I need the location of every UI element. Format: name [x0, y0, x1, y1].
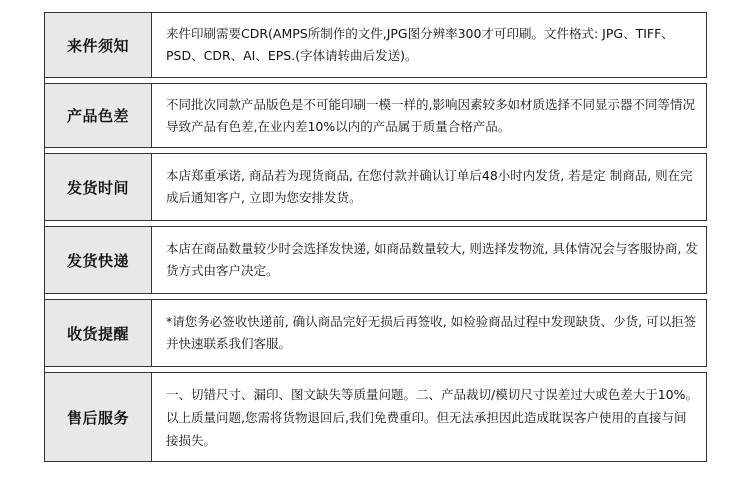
row-text: 来件印刷需要CDR(AMPS所制作的文件,JPG图分辨率300才可印刷。文件格式: JPG、TIFF、PSD、CDR、AI、EPS.(字体请转曲后发送)。 [152, 13, 707, 77]
row-text: *请您务必签收快递前, 确认商品完好无损后再签收, 如检验商品过程中发现缺货、少货, 可以拒签并快速联系我们客服。 [152, 300, 707, 366]
policy-row-color-difference [45, 83, 707, 148]
row-heading: 售后服务 [45, 373, 152, 461]
policy-row-file-requirements [45, 13, 707, 78]
row-heading: 发货时间 [45, 154, 152, 220]
row-heading: 来件须知 [45, 13, 152, 77]
row-text: 不同批次同款产品版色是不可能印刷一模一样的,影响因素较多如材质选择不同显示器不同等情况导致产品有色差,在业内差10%以内的产品属于质量合格产品。 [152, 84, 707, 147]
row-text: 本店郑重承诺, 商品若为现货商品, 在您付款并确认订单后48小时内发货, 若是定 制商品, 则在完成后通知客户, 立即为您安排发货。 [152, 154, 707, 220]
row-heading: 收货提醒 [45, 300, 152, 366]
policy-row-after-sales [45, 372, 707, 462]
policy-row-receipt-reminder [45, 299, 707, 367]
row-heading: 产品色差 [45, 84, 152, 147]
policy-row-shipping-courier [45, 226, 707, 294]
policy-table [44, 12, 707, 462]
row-text: 一、切错尺寸、漏印、图文缺失等质量问题。二、产品裁切/模切尺寸误差过大或色差大于10%。以上质量问题,您需将货物退回后,我们免费重印。但无法承担因此造成耽误客户使用的直接与间接损失。 [152, 373, 707, 461]
row-text: 本店在商品数量较少时会选择发快递, 如商品数量较大, 则选择发物流, 具体情况会与客服协商, 发货方式由客户决定。 [152, 227, 707, 293]
policy-row-shipping-time [45, 153, 707, 221]
row-heading: 发货快递 [45, 227, 152, 293]
